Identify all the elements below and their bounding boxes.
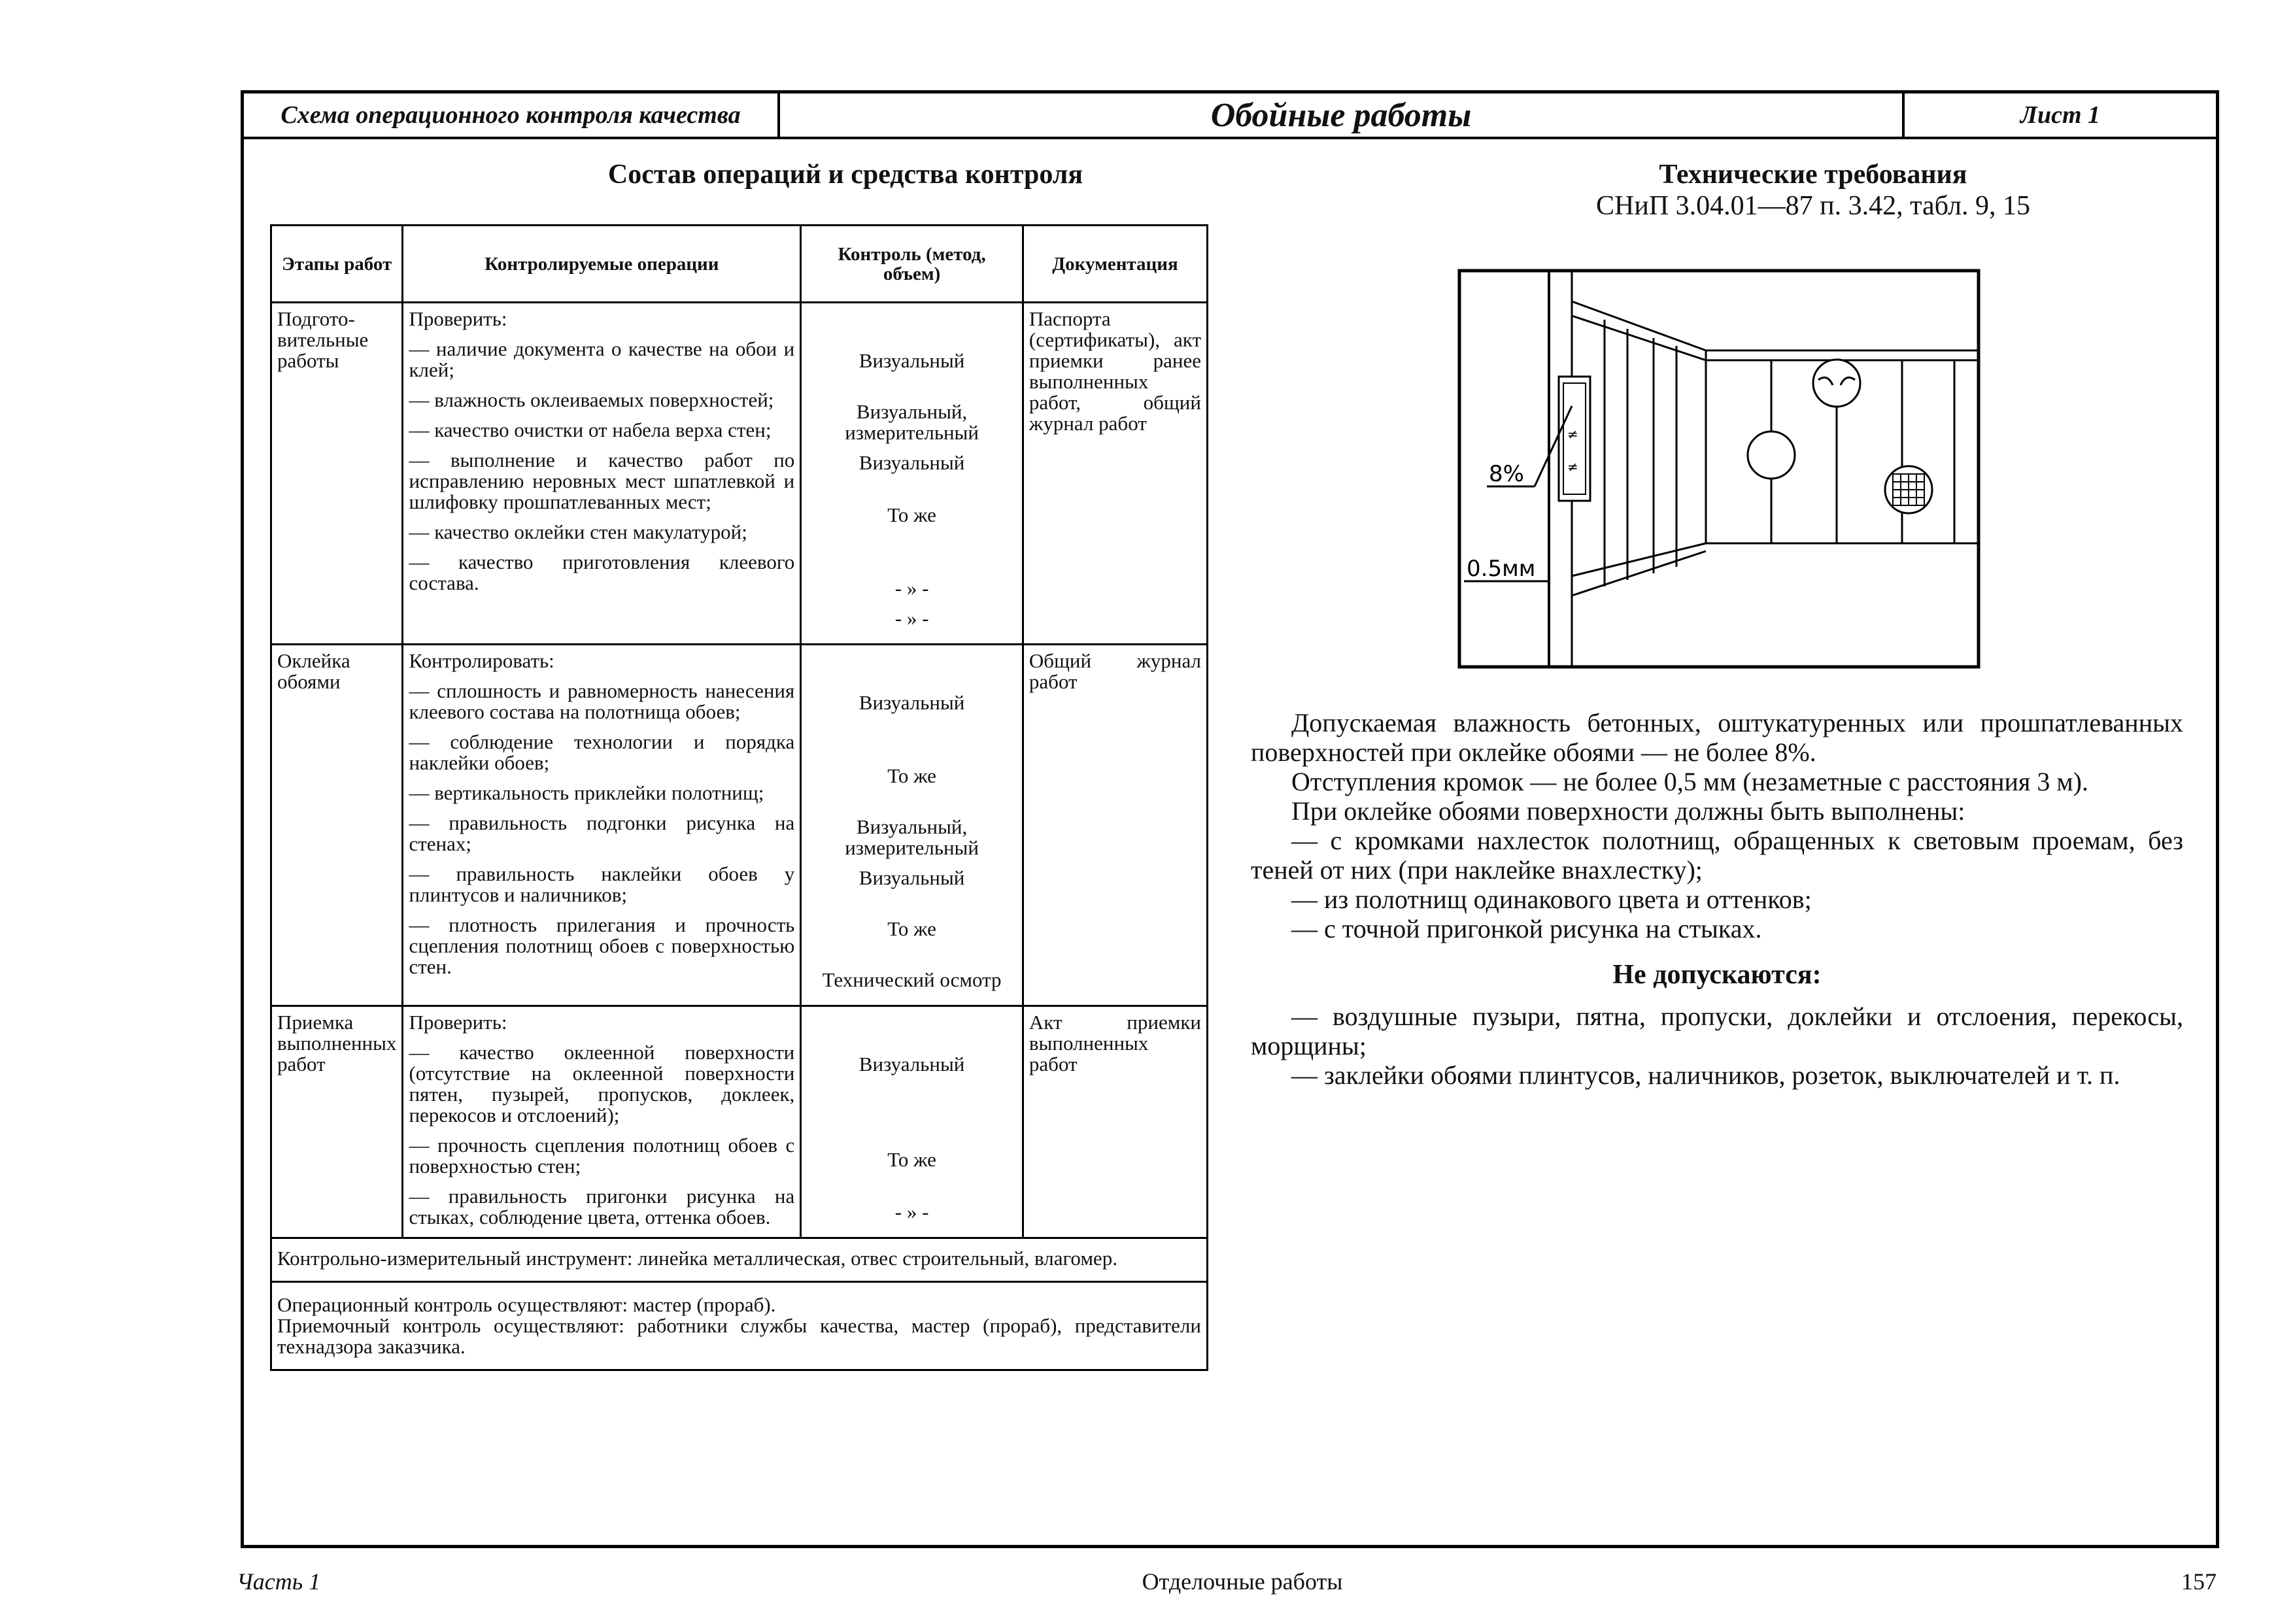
not-allowed-title: Не допускаются: — [1612, 960, 1822, 990]
documentation-text: Паспорта (сертификаты), акт приемки ранее выполненных работ, общий журнал работ — [1028, 307, 1201, 435]
control-cell — [801, 645, 1023, 1006]
requirement-paragraph: При оклейке обоями поверхности должны быть выполнены: — [1291, 796, 1965, 826]
instrument-cell: Контрольно-измерительный инструмент: линейка металлическая, отвес строительный, влагомер. — [271, 1238, 1208, 1282]
control-item: Визуальный, измерительный — [845, 400, 979, 444]
control-item: То же — [887, 917, 936, 940]
operation-item: — соблюдение технологии и порядка наклейки обоев; — [409, 730, 795, 774]
intro-text: Контролировать: — [409, 649, 554, 672]
requirements-text — [1251, 708, 2183, 1090]
moisture-label: 8% — [1489, 461, 1524, 487]
stage-cell: Приемка выполненных работ — [271, 1006, 403, 1238]
control-item: Визуальный — [858, 349, 965, 372]
inspection-circle — [1813, 360, 1860, 407]
tech-requirements-title: Технические требования — [1659, 160, 1967, 190]
control-item: Визуальный — [858, 691, 965, 714]
requirement-paragraph: — с точной пригонкой рисунка на стыках. — [1291, 914, 1762, 943]
table-header-row — [271, 226, 1208, 303]
operational-control-text: Операционный контроль осуществляют: мастер (прораб). — [277, 1293, 776, 1316]
tech-requirements-subtitle: СНиП 3.04.01—87 п. 3.42, табл. 9, 15 — [1596, 191, 2030, 221]
not-allowed-item: — заклейки обоями плинтусов, наличников, розеток, выключателей и т. п. — [1291, 1060, 2120, 1090]
not-allowed-item: — воздушные пузыри, пятна, пропуски, доклейки и отслоения, перекосы, морщины; — [1251, 1002, 2183, 1060]
control-item: То же — [887, 764, 936, 787]
operation-item: — выполнение и качество работ по исправлению неровных мест шпатлевкой и шлифовку прошпатлеванных мест; — [409, 448, 795, 513]
header-bar — [244, 93, 2216, 139]
control-item: Технический осмотр — [822, 968, 1002, 991]
edge-label: 0.5мм — [1467, 556, 1536, 582]
control-item: Визуальный, измерительный — [845, 815, 979, 859]
stage-cell: Оклейка обоями — [271, 645, 403, 1006]
header-operations: Контролируемые операции — [403, 226, 801, 303]
requirement-paragraph: — с кромками нахлесток полотнищ, обращенных к световым проемам, без теней от них (при наклейке внахлестку); — [1251, 826, 2183, 885]
header-left: Схема операционного контроля качества — [244, 93, 780, 137]
operation-item: — прочность сцепления полотнищ обоев с поверхностью стен; — [409, 1134, 795, 1177]
operation-item: — качество очистки от набела верха стен; — [409, 418, 772, 441]
documentation-cell — [1023, 1006, 1207, 1238]
table-row — [271, 1282, 1208, 1370]
table-row — [271, 303, 1208, 645]
header-stage: Этапы работ — [271, 226, 403, 303]
operations-cell — [403, 1006, 801, 1238]
operation-item: — вертикальность приклейки полотнищ; — [409, 781, 764, 804]
requirement-paragraph: Допускаемая влажность бетонных, оштукатуренных или прошпатлеванных поверхностей при оклейке обоями — не более 8%. — [1251, 708, 2183, 767]
footer-part: Часть 1 — [237, 1568, 321, 1595]
operation-item: — качество оклеенной поверхности (отсутствие на оклеенной поверхности пятен, пузырей, пропусков, доклеек, перекосов и отслоений); — [409, 1041, 795, 1126]
operation-item: — правильность наклейки обоев у плинтусов и наличников; — [409, 862, 795, 906]
control-item: То же — [887, 1148, 936, 1171]
control-item: Визуальный — [858, 1053, 965, 1075]
operation-item: — правильность подгонки рисунка на стенах; — [409, 811, 795, 855]
control-item: Визуальный — [858, 866, 965, 889]
table-row — [271, 645, 1208, 1006]
control-cell — [801, 303, 1023, 645]
operation-item: — качество оклейки стен макулатурой; — [409, 520, 747, 543]
operation-item: — правильность пригонки рисунка на стыках, соблюдение цвета, оттенка обоев. — [409, 1185, 795, 1228]
requirement-paragraph: Отступления кромок — не более 0,5 мм (незаметные с расстояния 3 м). — [1291, 767, 2088, 796]
operation-item: — влажность оклеиваемых поверхностей; — [409, 388, 774, 411]
operation-item: — плотность прилегания и прочность сцепления полотнищ обоев с поверхностью стен. — [409, 913, 795, 978]
control-cell — [801, 1006, 1023, 1238]
acceptance-control-text: Приемочный контроль осуществляют: работники службы качества, мастер (прораб), представители технадзора заказчика. — [277, 1314, 1201, 1358]
documentation-text: Акт приемки выполненных работ — [1028, 1011, 1201, 1075]
requirement-paragraph: — из полотнищ одинакового цвета и оттенков; — [1291, 885, 1812, 914]
control-item: Визуальный — [858, 451, 965, 474]
operation-item: — наличие документа о качестве на обои и клей; — [409, 337, 795, 381]
operations-cell — [403, 645, 801, 1006]
documentation-cell — [1023, 645, 1207, 1006]
page-number: 157 — [2181, 1568, 2217, 1595]
control-item: - » - — [894, 607, 929, 630]
header-control: Контроль (метод, объем) — [801, 226, 1023, 303]
control-responsible-cell — [271, 1282, 1208, 1370]
operation-item: — качество приготовления клеевого состава. — [409, 550, 795, 594]
intro-text: Проверить: — [409, 1011, 507, 1034]
table-row — [271, 1238, 1208, 1282]
window-mark: ≠ — [1567, 426, 1578, 442]
operation-item: — сплошность и равномерность нанесения клеевого состава на полотнища обоев; — [409, 679, 795, 723]
header-sheet: Лист 1 — [2020, 101, 2101, 129]
control-item: - » - — [894, 1200, 929, 1223]
footer-section: Отделочные работы — [1142, 1568, 1343, 1595]
window-mark: ≠ — [1567, 459, 1578, 475]
wallpaper-diagram — [1457, 269, 1980, 669]
header-title: Обойные работы — [780, 93, 1905, 137]
operations-cell — [403, 303, 801, 645]
table-row — [271, 1006, 1208, 1238]
control-item: - » - — [894, 577, 929, 600]
inspection-circle — [1748, 431, 1795, 479]
stage-cell: Подгото-вительные работы — [271, 303, 403, 645]
operations-table — [270, 224, 1208, 1371]
header-documentation: Документация — [1023, 226, 1207, 303]
page-frame — [241, 90, 2219, 1548]
documentation-text: Общий журнал работ — [1028, 649, 1201, 693]
left-section-title: Состав операций и средства контроля — [607, 160, 1083, 190]
intro-text: Проверить: — [409, 307, 507, 330]
documentation-cell — [1023, 303, 1207, 645]
control-item: То же — [887, 503, 936, 526]
